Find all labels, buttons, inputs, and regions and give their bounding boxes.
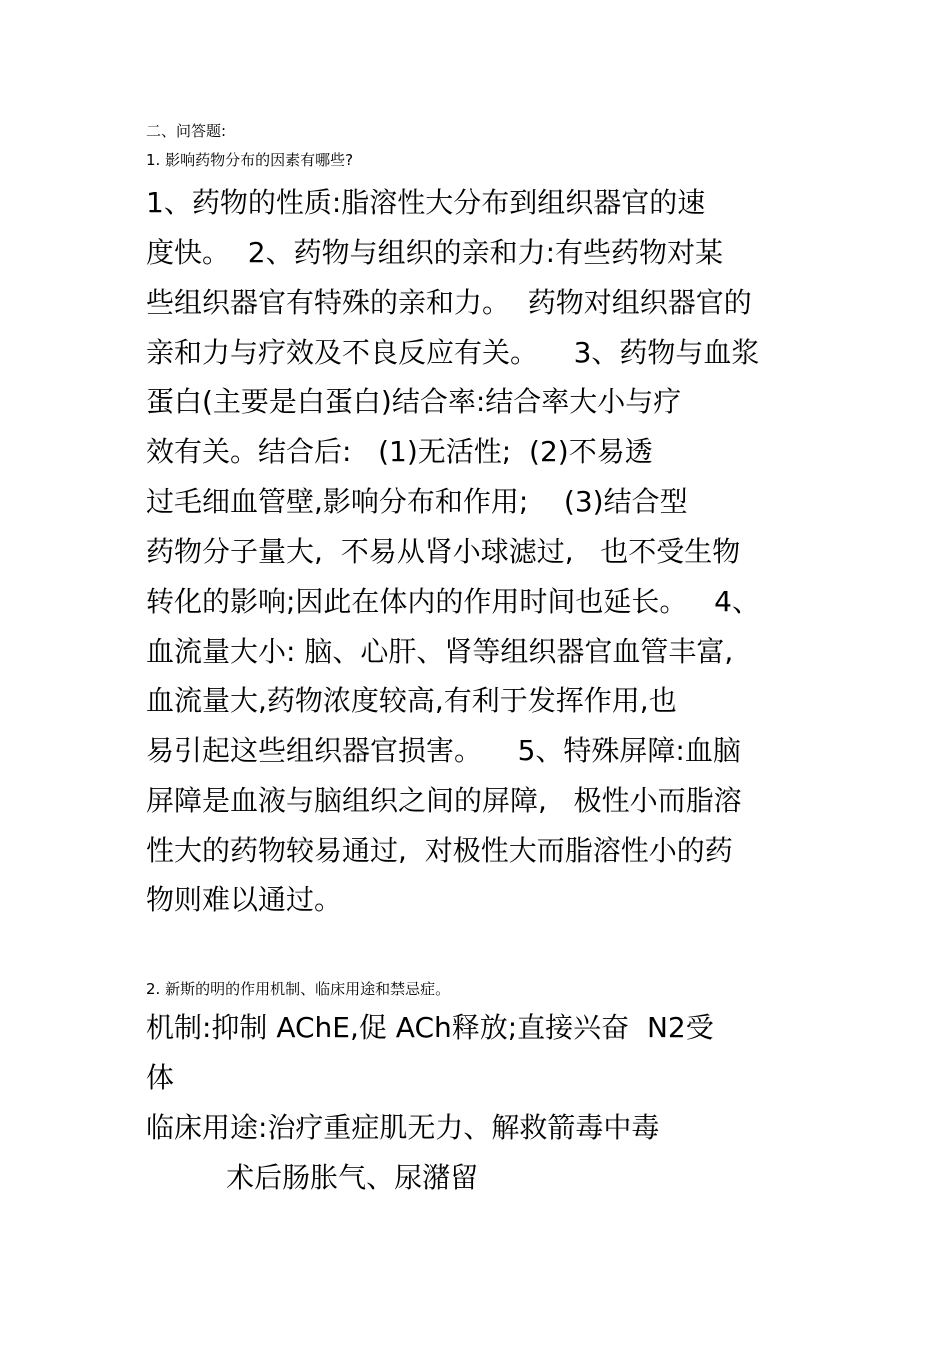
- answer-1-line: 转化的影响;因此在体内的作用时间也延长。 4、: [146, 585, 760, 618]
- answer-1-line: 易引起这些组织器官损害。 5、特殊屏障:血脑: [146, 734, 741, 767]
- section-heading: 二、问答题:: [146, 122, 227, 140]
- mechanism-line: 机制:抑制 AChE,促 ACh释放;直接兴奋 N2受: [146, 1011, 714, 1044]
- answer-1-line: 血流量大,药物浓度较高,有利于发挥作用,也: [146, 684, 677, 717]
- answer-1-line: 血流量大小: 脑、心肝、肾等组织器官血管丰富,: [146, 635, 734, 668]
- answer-1-line: 1、药物的性质:脂溶性大分布到组织器官的速: [146, 186, 706, 219]
- answer-1-line: 物则难以通过。: [146, 883, 343, 916]
- answer-1-line: 亲和力与疗效及不良反应有关。 3、药物与血浆: [146, 336, 760, 369]
- answer-1-line: 过毛细血管壁,影响分布和作用; (3)结合型: [146, 485, 688, 518]
- answer-1-line: 性大的药物较易通过, 对极性大而脂溶性小的药: [146, 834, 733, 867]
- answer-1-line: 蛋白(主要是白蛋白)结合率:结合率大小与疗: [146, 385, 682, 418]
- question-2-text: 2. 新斯的明的作用机制、临床用途和禁忌症。: [146, 980, 451, 998]
- answer-1-line: 效有关。结合后: (1)无活性; (2)不易透: [146, 435, 653, 468]
- answer-1-line: 度快。 2、药物与组织的亲和力:有些药物对某: [146, 236, 724, 269]
- mechanism-line-continued: 体: [146, 1061, 175, 1094]
- clinical-use-line-continued: 术后肠胀气、尿潴留: [146, 1161, 479, 1194]
- answer-1-line: 药物分子量大, 不易从肾小球滤过, 也不受生物: [146, 535, 741, 568]
- answer-1-line: 屏障是血液与脑组织之间的屏障, 极性小而脂溶: [146, 784, 742, 817]
- clinical-use-line: 临床用途:治疗重症肌无力、解救箭毒中毒: [146, 1111, 660, 1144]
- question-1-text: 1. 影响药物分布的因素有哪些?: [146, 151, 354, 169]
- answer-1-line: 些组织器官有特殊的亲和力。 药物对组织器官的: [146, 286, 752, 319]
